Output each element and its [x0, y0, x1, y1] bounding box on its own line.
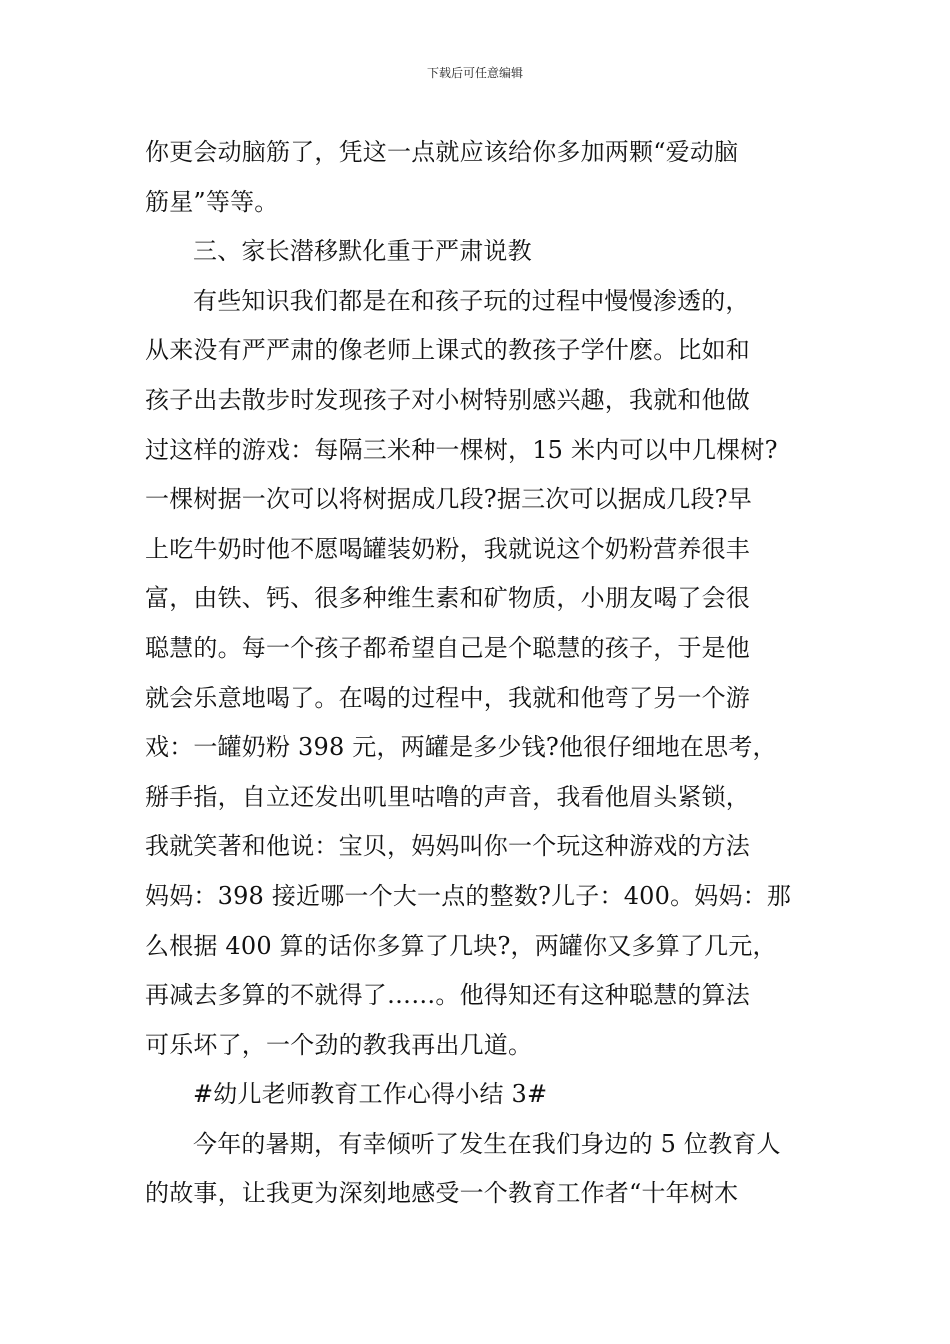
paragraph-start-line: 今年的暑期，有幸倾听了发生在我们身边的 5 位教育人: [193, 1129, 781, 1158]
paragraph-start-line: #幼儿老师教育工作心得小结 3#: [193, 1080, 548, 1109]
text-line: 戏：一罐奶粉 398 元，两罐是多少钱?他很仔细地在思考，: [145, 733, 777, 762]
text-line: 过这样的游戏：每隔三米种一棵树，15 米内可以中几棵树?: [145, 435, 778, 464]
text-line: 我就笑著和他说：宝贝，妈妈叫你一个玩这种游戏的方法: [145, 832, 750, 861]
document-body: [145, 128, 810, 1219]
text-line: 筋星”等等。: [145, 187, 279, 216]
page-header: 下载后可任意编辑: [426, 66, 523, 80]
paragraph-start-line: 有些知识我们都是在和孩子玩的过程中慢慢渗透的，: [193, 286, 750, 315]
text-line: 再减去多算的不就得了……。他得知还有这种聪慧的算法: [145, 981, 750, 1010]
text-line: 就会乐意地喝了。在喝的过程中，我就和他弯了另一个游: [145, 683, 750, 712]
text-line: 妈妈：398 接近哪一个大一点的整数?儿子：400。妈妈：那: [145, 881, 792, 910]
text-line: 孩子出去散步时发现孩子对小树特别感兴趣，我就和他做: [145, 385, 750, 414]
text-line: 一棵树据一次可以将树据成几段?据三次可以据成几段?早: [145, 485, 752, 514]
text-line: 富，由铁、钙、很多种维生素和矿物质，小朋友喝了会很: [145, 584, 750, 613]
paragraph-start-line: 三、家长潜移默化重于严肃说教: [193, 237, 532, 266]
text-line: 你更会动脑筋了，凭这一点就应该给你多加两颗“爱动脑: [145, 138, 739, 166]
text-line: 聪慧的。每一个孩子都希望自己是个聪慧的孩子，于是他: [145, 633, 750, 662]
text-line: 的故事，让我更为深刻地感受一个教育工作者“十年树木: [145, 1179, 739, 1208]
text-line: 可乐坏了，一个劲的教我再出几道。: [145, 1030, 533, 1059]
text-line: 从来没有严严肃的像老师上课式的教孩子学什麽。比如和: [145, 336, 750, 365]
text-line: 么根据 400 算的话你多算了几块?，两罐你又多算了几元，: [145, 931, 777, 960]
text-line: 掰手指，自立还发出叽里咕噜的声音，我看他眉头紧锁，: [145, 782, 750, 811]
text-line: 上吃牛奶时他不愿喝罐装奶粉，我就说这个奶粉营养很丰: [145, 534, 750, 563]
